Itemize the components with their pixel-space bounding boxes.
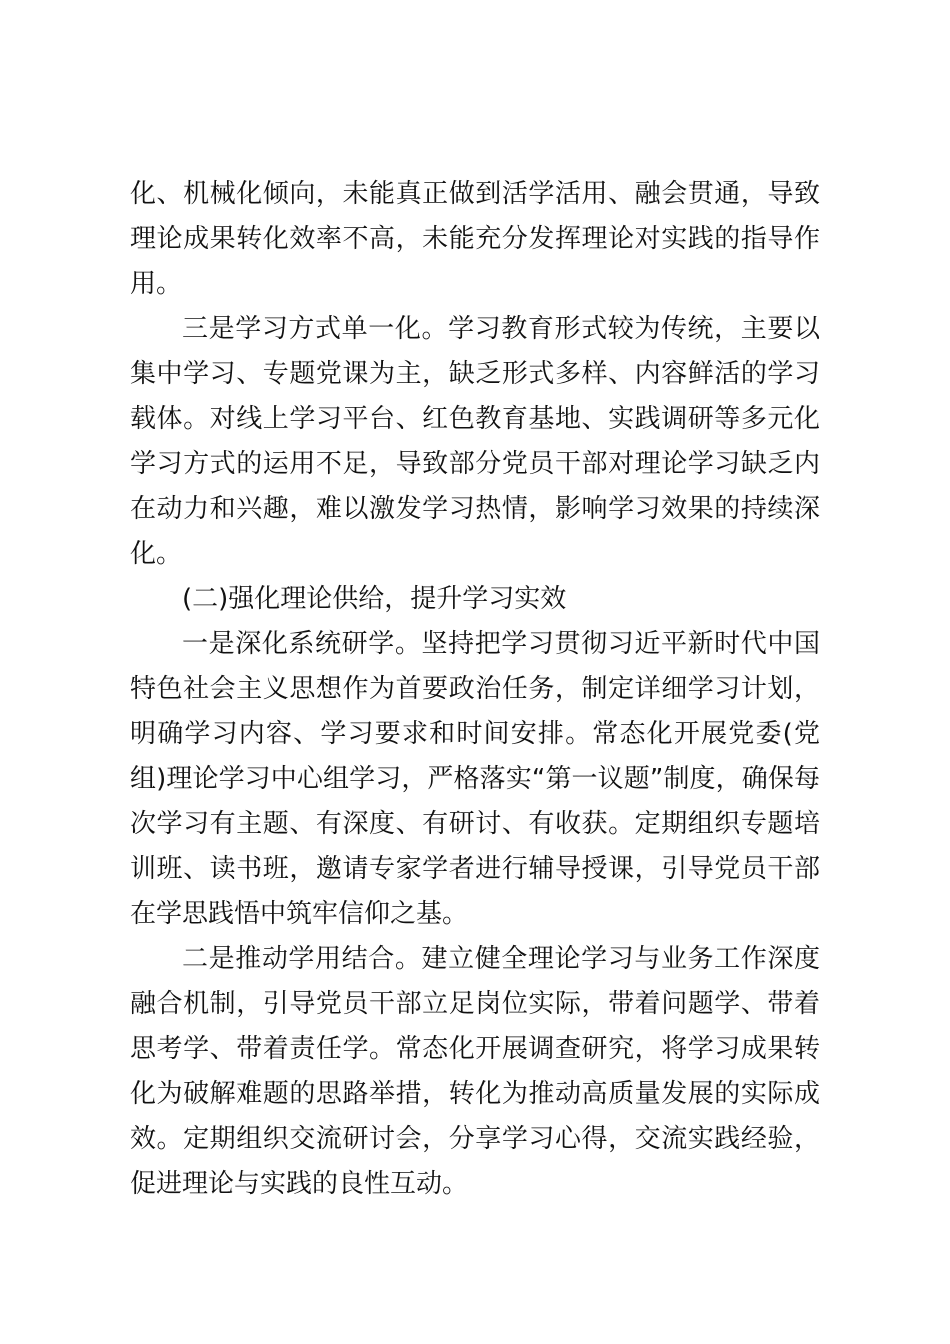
paragraph-point-three: 三是学习方式单一化。学习教育形式较为传统，主要以集中学习、专题党课为主，缺乏形式多样、内容鲜活的学习载体。对线上学习平台、红色教育基地、实践调研等多元化学习方式的运用不足，导致部分党员干部对理论学习缺乏内在动力和兴趣，难以激发学习热情，影响学习效果的持续深化。 [130, 314, 820, 569]
paragraph-measure-one: 一是深化系统研学。坚持把学习贯彻习近平新时代中国特色社会主义思想作为首要政治任务，制定详细学习计划，明确学习内容、学习要求和时间安排。常态化开展党委(党组)理论学习中心组学习，严格落实“第一议题”制度，确保每次学习有主题、有深度、有研讨、有收获。定期组织专题培训班、读书班，邀请专家学者进行辅导授课，引导党员干部在学思践悟中筑牢信仰之基。 [130, 629, 820, 929]
paragraph-measure-two: 二是推动学用结合。建立健全理论学习与业务工作深度融合机制，引导党员干部立足岗位实际，带着问题学、带着思考学、带着责任学。常态化开展调查研究，将学习成果转化为破解难题的思路举措，转化为推动高质量发展的实际成效。定期组织交流研讨会，分享学习心得，交流实践经验，促进理论与实践的良性互动。 [130, 944, 820, 1199]
section-heading: (二)强化理论供给，提升学习实效 [182, 584, 567, 614]
document-body [130, 172, 820, 1207]
paragraph-continuation: 化、机械化倾向，未能真正做到活学活用、融会贯通，导致理论成果转化效率不高，未能充分发挥理论对实践的指导作用。 [130, 179, 820, 299]
